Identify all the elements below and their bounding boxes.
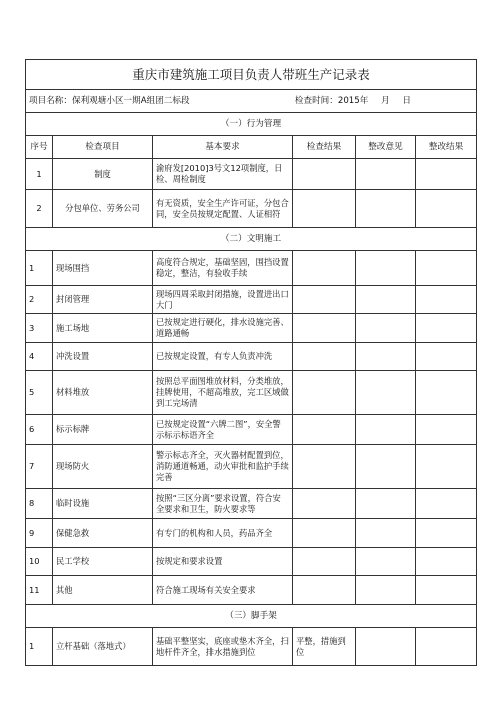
row-number: 6 [26, 415, 53, 445]
column-header-row [26, 136, 477, 159]
table-row [26, 576, 477, 605]
check-item: 冲洗设置 [53, 343, 153, 371]
check-result[interactable] [293, 445, 356, 489]
basic-requirement: 按照“三区分离”要求设置，符合安全要求和卫生，防火要求等 [153, 489, 293, 519]
check-result[interactable]: 平整，措施到位 [293, 628, 356, 666]
rectification-result[interactable] [416, 628, 477, 666]
basic-requirement: 按规定和要求设置 [153, 548, 293, 576]
page-title: 重庆市建筑施工项目负责人带班生产记录表 [26, 60, 477, 90]
section-heading: （三）脚手架 [26, 605, 477, 628]
table-row [26, 371, 477, 415]
project-meta-row [26, 90, 477, 113]
rectification-opinion[interactable] [356, 489, 416, 519]
check-item: 材料堆放 [53, 371, 153, 415]
rectification-opinion[interactable] [356, 576, 416, 605]
check-result[interactable] [293, 548, 356, 576]
basic-requirement: 已按规定设置，有专人负责冲洗 [153, 343, 293, 371]
rectification-opinion[interactable] [356, 251, 416, 286]
table-row [26, 314, 477, 343]
rectification-result[interactable] [416, 343, 477, 371]
row-number: 9 [26, 519, 53, 548]
rectification-opinion[interactable] [356, 343, 416, 371]
row-number: 2 [26, 190, 53, 228]
column-header: 序号 [26, 136, 53, 159]
basic-requirement: 警示标志齐全，灭火器材配置到位，消防通道畅通，动火审批和监护手续完善 [153, 445, 293, 489]
check-result[interactable] [293, 159, 356, 190]
basic-requirement: 已按规定设置“六牌二图”，安全警示标示标语齐全 [153, 415, 293, 445]
rectification-opinion[interactable] [356, 190, 416, 228]
rectification-opinion[interactable] [356, 371, 416, 415]
table-row [26, 548, 477, 576]
table-row [26, 445, 477, 489]
row-number: 10 [26, 548, 53, 576]
check-item: 民工学校 [53, 548, 153, 576]
table-row [26, 519, 477, 548]
check-item: 临时设施 [53, 489, 153, 519]
check-item: 制度 [53, 159, 153, 190]
section-heading: （一）行为管理 [26, 113, 477, 136]
section-heading-row [26, 228, 477, 251]
project-name: 项目名称：保利观塘小区一期A组团二标段 [29, 95, 190, 106]
check-result[interactable] [293, 519, 356, 548]
section-heading-row [26, 113, 477, 136]
rectification-result[interactable] [416, 286, 477, 314]
check-item: 封闭管理 [53, 286, 153, 314]
rectification-result[interactable] [416, 548, 477, 576]
column-header: 整改结果 [416, 136, 477, 159]
rectification-opinion[interactable] [356, 286, 416, 314]
column-header: 检查项目 [53, 136, 153, 159]
rectification-opinion[interactable] [356, 445, 416, 489]
rectification-opinion[interactable] [356, 628, 416, 666]
check-result[interactable] [293, 576, 356, 605]
column-header: 检查结果 [293, 136, 356, 159]
check-result[interactable] [293, 343, 356, 371]
row-number: 1 [26, 628, 53, 666]
check-result[interactable] [293, 371, 356, 415]
check-result[interactable] [293, 286, 356, 314]
rectification-opinion[interactable] [356, 519, 416, 548]
rectification-result[interactable] [416, 519, 477, 548]
row-number: 2 [26, 286, 53, 314]
row-number: 1 [26, 159, 53, 190]
basic-requirement: 有无资质，安全生产许可证，分包合同，安全员按规定配置、人证相符 [153, 190, 293, 228]
check-item: 现场围挡 [53, 251, 153, 286]
basic-requirement: 已按规定进行硬化，排水设施完善、道路通畅 [153, 314, 293, 343]
rectification-opinion[interactable] [356, 548, 416, 576]
check-item: 标示标牌 [53, 415, 153, 445]
check-item: 保健急救 [53, 519, 153, 548]
check-result[interactable] [293, 251, 356, 286]
rectification-result[interactable] [416, 415, 477, 445]
column-header: 整改意见 [356, 136, 416, 159]
basic-requirement: 现场四周采取封闭措施，设置进出口大门 [153, 286, 293, 314]
check-item: 分包单位、劳务公司 [53, 190, 153, 228]
row-number: 1 [26, 251, 53, 286]
table-row [26, 190, 477, 228]
check-result[interactable] [293, 314, 356, 343]
check-result[interactable] [293, 415, 356, 445]
record-sheet [25, 59, 476, 666]
basic-requirement: 按照总平面图堆放材料，分类堆放，挂牌使用，不超高堆放，完工区域做到工完场清 [153, 371, 293, 415]
rectification-result[interactable] [416, 489, 477, 519]
rectification-opinion[interactable] [356, 314, 416, 343]
row-number: 11 [26, 576, 53, 605]
check-item: 其他 [53, 576, 153, 605]
check-item: 施工场地 [53, 314, 153, 343]
table-row [26, 251, 477, 286]
table-row [26, 489, 477, 519]
column-header: 基本要求 [153, 136, 293, 159]
rectification-result[interactable] [416, 576, 477, 605]
table-row [26, 628, 477, 666]
rectification-result[interactable] [416, 314, 477, 343]
row-number: 5 [26, 371, 53, 415]
check-result[interactable] [293, 190, 356, 228]
row-number: 3 [26, 314, 53, 343]
basic-requirement: 渝府发[2010]3号文12项制度，日检、周检制度 [153, 159, 293, 190]
rectification-result[interactable] [416, 159, 477, 190]
rectification-opinion[interactable] [356, 159, 416, 190]
table-row [26, 415, 477, 445]
section-heading: （二）文明施工 [26, 228, 477, 251]
rectification-result[interactable] [416, 371, 477, 415]
basic-requirement: 高度符合规定，基础坚固，围挡设置稳定，整洁，有验收手续 [153, 251, 293, 286]
table-row [26, 159, 477, 190]
rectification-opinion[interactable] [356, 415, 416, 445]
table-row [26, 286, 477, 314]
rectification-result[interactable] [416, 445, 477, 489]
basic-requirement: 基础平整坚实，底座或垫木齐全，扫地杆件齐全，排水措施到位 [153, 628, 293, 666]
row-number: 7 [26, 445, 53, 489]
row-number: 8 [26, 489, 53, 519]
section-heading-row [26, 605, 477, 628]
rectification-result[interactable] [416, 251, 477, 286]
row-number: 4 [26, 343, 53, 371]
basic-requirement: 有专门的机构和人员，药品齐全 [153, 519, 293, 548]
check-item: 现场防火 [53, 445, 153, 489]
table-row [26, 343, 477, 371]
check-result[interactable] [293, 489, 356, 519]
record-table [25, 59, 477, 666]
basic-requirement: 符合施工现场有关安全要求 [153, 576, 293, 605]
inspection-date: 检查时间：2015年 月 日 [294, 95, 412, 106]
check-item: 立杆基础（落地式） [53, 628, 153, 666]
rectification-result[interactable] [416, 190, 477, 228]
